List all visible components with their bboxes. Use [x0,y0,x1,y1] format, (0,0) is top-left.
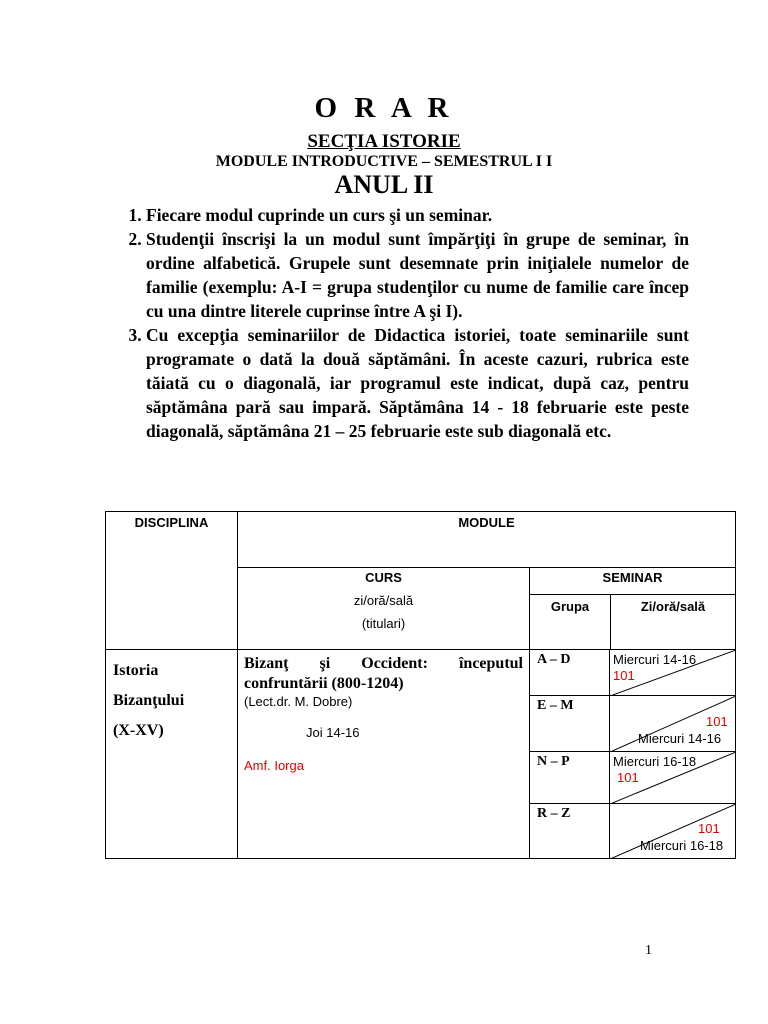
section-title: SECŢIA ISTORIE [307,131,461,152]
schedule-table [105,511,736,859]
header-course [238,568,530,650]
header-slot: Zi/oră/sală [640,599,706,614]
note-item: 3. Cu excepţia seminariilor de Didactica istoriei, toate seminariile sunt programate o dată la două săptămâni. În aceste cazuri, rubrica este tăiată cu o diagonală, iar programul este indicat, după caz, pentru săptămâna pară sau impară. Săptămâna 14 - 18 februarie este peste diagonală, săptămâna 21 – 25 februarie este sub diagonală etc. [146,323,689,443]
slot-day: Miercuri 14-16 [613,652,697,667]
slot-room: 101 [706,714,728,729]
slot-room: 101 [613,668,635,683]
note-item: 2. Studenţii înscrişi la un modul sunt împărţiţi în grupe de seminar, în ordine alfabetică. Grupele sunt desemnate prin iniţialele numelor de familie (exemplu: A-I = grupa studenţilor cu nume de familie care încep cu una dintre literele cuprinse între A şi I). [146,227,689,323]
header-group: Grupa [530,595,611,649]
course-teacher: (Lect.dr. M. Dobre) [244,694,353,709]
note-item: 1. Fiecare modul cuprinde un curs şi un seminar. [146,203,689,227]
discipline-cell [106,650,238,859]
header-seminar-label: SEMINAR [530,568,735,595]
slot-room: 101 [617,770,639,785]
discipline-line: Istoria [113,662,159,679]
slot-cell [610,696,736,752]
slot-room: 101 [698,821,720,836]
slot-day: Miercuri 14-16 [638,731,722,746]
header-course-sub1: zi/oră/sală [353,593,414,608]
page-number: 1 [645,943,652,958]
course-room: Amf. Iorga [244,758,304,773]
discipline-line: Bizanţului [113,692,185,709]
header-course-sub2: (titulari) [361,616,406,631]
group-cell: A – D [530,650,610,696]
header-modules: MODULE [238,512,736,568]
header-seminar [530,568,736,650]
group-cell: E – M [530,696,610,752]
group-cell: N – P [530,752,610,804]
notes-list [112,203,689,443]
slot-cell [610,752,736,804]
year-title: ANUL II [334,170,434,199]
discipline-line: (X-XV) [113,722,164,739]
slot-cell [610,804,736,859]
slot-day: Miercuri 16-18 [613,754,697,769]
slot-day: Miercuri 16-18 [640,838,724,853]
page-title: O R A R [314,92,454,124]
course-title: Bizanţ şi Occident: începutul confruntării (800-1204) [244,655,523,692]
header-course-label: CURS [365,570,402,585]
slot-cell [610,650,736,696]
module-title: MODULE INTRODUCTIVE – SEMESTRUL I I [215,153,553,170]
header-discipline: DISCIPLINA [106,512,238,650]
course-time: Joi 14-16 [306,725,360,740]
group-cell: R – Z [530,804,610,859]
course-cell [238,650,530,859]
